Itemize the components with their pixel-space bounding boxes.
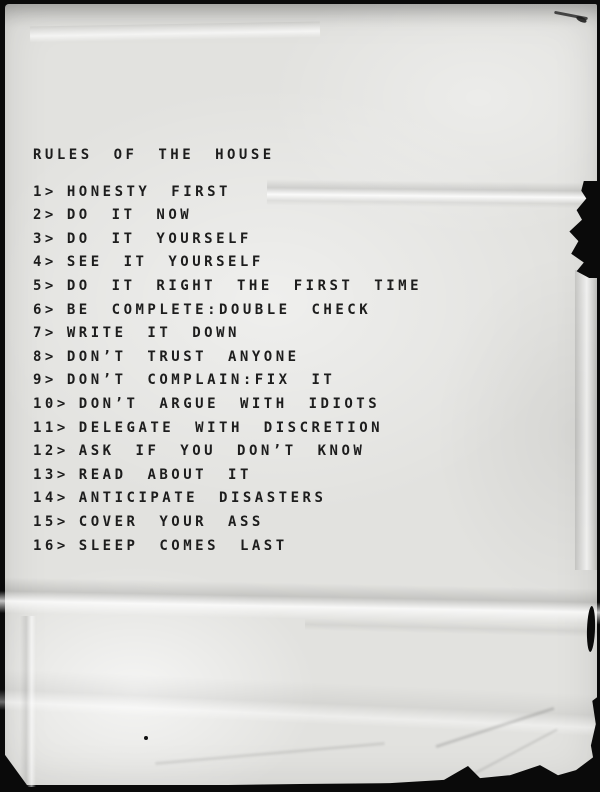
crease-bottom-left bbox=[155, 742, 384, 765]
rule-text: ASK IF YOU DON’T KNOW bbox=[78, 443, 366, 460]
rule-number: 9> bbox=[33, 372, 57, 389]
page-title: RULES OF THE HOUSE bbox=[33, 147, 275, 163]
paper-sheet bbox=[5, 4, 597, 785]
crease-right-edge-fold bbox=[575, 270, 600, 570]
rule-line bbox=[33, 322, 422, 346]
rule-number: 14> bbox=[33, 490, 69, 507]
rule-line bbox=[33, 228, 422, 252]
ink-speck bbox=[144, 736, 148, 740]
rule-text: DO IT YOURSELF bbox=[66, 230, 252, 247]
rule-number: 3> bbox=[33, 230, 57, 247]
rule-line bbox=[33, 369, 422, 393]
rule-line bbox=[33, 393, 422, 417]
rules-list bbox=[33, 181, 422, 559]
rule-text: WRITE IT DOWN bbox=[66, 325, 240, 342]
rule-number: 12> bbox=[33, 443, 69, 460]
rule-text: DON’T ARGUE WITH IDIOTS bbox=[78, 395, 381, 412]
rule-text: DON’T COMPLAIN:FIX IT bbox=[66, 372, 336, 389]
rule-line bbox=[33, 487, 422, 511]
typed-text-block bbox=[33, 144, 422, 558]
rule-line bbox=[33, 440, 422, 464]
rule-number: 15> bbox=[33, 513, 69, 530]
crease-top-left bbox=[30, 21, 320, 42]
rule-line bbox=[33, 181, 422, 205]
rule-text: SLEEP COMES LAST bbox=[78, 537, 288, 554]
rule-line bbox=[33, 346, 422, 370]
rule-line bbox=[33, 204, 422, 228]
rule-text: COVER YOUR ASS bbox=[78, 513, 264, 530]
rule-number: 8> bbox=[33, 348, 57, 365]
rule-line bbox=[33, 511, 422, 535]
crease-left-edge-fold bbox=[20, 616, 36, 792]
rule-text: HONESTY FIRST bbox=[66, 183, 231, 200]
rule-text: DON’T TRUST ANYONE bbox=[66, 348, 300, 365]
rule-number: 4> bbox=[33, 254, 57, 271]
rule-line bbox=[33, 299, 422, 323]
rule-text: ANTICIPATE DISASTERS bbox=[78, 490, 327, 507]
rule-number: 1> bbox=[33, 183, 57, 200]
rule-number: 16> bbox=[33, 537, 69, 554]
rule-line bbox=[33, 535, 422, 559]
rule-number: 7> bbox=[33, 325, 57, 342]
crease-main-fold bbox=[0, 577, 600, 625]
crease-lower-band bbox=[0, 668, 600, 739]
rule-text: READ ABOUT IT bbox=[78, 466, 252, 483]
rule-number: 13> bbox=[33, 466, 69, 483]
rule-number: 6> bbox=[33, 301, 57, 318]
rule-line bbox=[33, 417, 422, 441]
rule-text: DELEGATE WITH DISCRETION bbox=[78, 419, 384, 436]
rule-text: DO IT RIGHT THE FIRST TIME bbox=[66, 277, 423, 294]
rule-text: SEE IT YOURSELF bbox=[66, 254, 264, 271]
rule-line bbox=[33, 251, 422, 275]
rule-text: DO IT NOW bbox=[66, 207, 193, 224]
rule-line bbox=[33, 464, 422, 488]
rule-number: 11> bbox=[33, 419, 69, 436]
rule-line bbox=[33, 275, 422, 299]
rule-number: 5> bbox=[33, 277, 57, 294]
rule-number: 10> bbox=[33, 395, 69, 412]
rule-text: BE COMPLETE:DOUBLE CHECK bbox=[66, 301, 372, 318]
rule-number: 2> bbox=[33, 207, 57, 224]
